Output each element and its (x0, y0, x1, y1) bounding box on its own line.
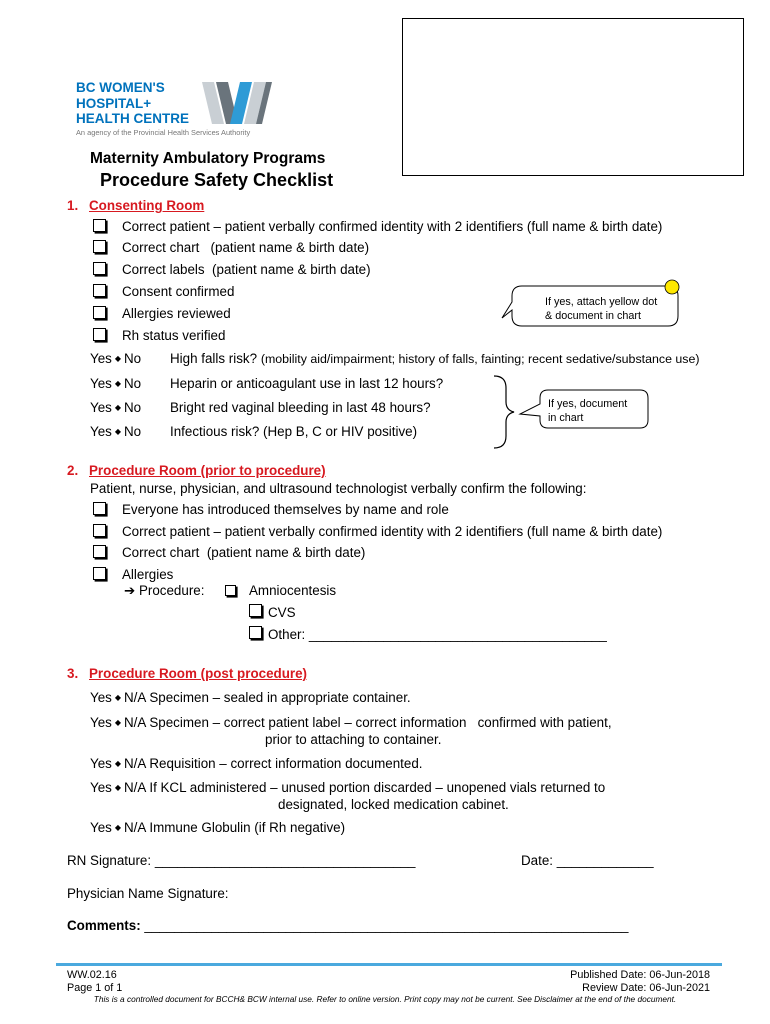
brace-icon (494, 376, 514, 448)
page-title: Procedure Safety Checklist (100, 170, 334, 190)
allergy-callout-line-1: If yes, attach yellow dot (545, 296, 658, 308)
checkbox-correct-patient-2[interactable] (93, 524, 106, 537)
section-2-heading (67, 463, 326, 478)
question-bleeding: Bright red vaginal bleeding in last 48 hours? (170, 400, 431, 415)
logo-agency-text: An agency of the Provincial Health Services Authority (76, 128, 251, 137)
checkbox-other[interactable] (249, 626, 262, 639)
section-3-number: 3. (67, 666, 79, 681)
footer-divider (56, 963, 722, 966)
item-correct-chart: Correct chart (patient name & birth date) (122, 240, 370, 255)
checkbox-rh-status[interactable] (93, 328, 106, 341)
post-item-specimen-sealed (90, 690, 411, 705)
logo-line-1: BC WOMEN'S (76, 80, 165, 95)
yes-option[interactable]: Yes (90, 351, 112, 366)
checkbox-allergies-2[interactable] (93, 567, 106, 580)
section-1-heading (67, 198, 204, 213)
post-item-kcl-cont: designated, locked medication cabinet. (278, 797, 509, 812)
post-item-kcl (90, 780, 605, 795)
procedure-amniocentesis: Amniocentesis (249, 583, 337, 598)
yes-option[interactable]: Yes (90, 756, 112, 771)
checkbox-allergies-reviewed[interactable] (93, 306, 106, 319)
no-option[interactable]: No (124, 424, 142, 439)
checkbox-correct-patient[interactable] (93, 219, 106, 232)
post-item-text: Specimen – correct patient label – correct information confirmed with patient, (149, 715, 612, 730)
yesno-infectious (90, 424, 141, 439)
procedure-other: Other: ________________________________________ (268, 627, 607, 642)
checkbox-consent-confirmed[interactable] (93, 284, 106, 297)
comments-label: Comments: (67, 918, 141, 933)
diamond-icon: ◆ (114, 693, 122, 702)
checkbox-correct-labels[interactable] (93, 262, 106, 275)
diamond-icon: ◆ (114, 354, 122, 363)
page-subtitle: Maternity Ambulatory Programs (90, 150, 326, 167)
yes-option[interactable]: Yes (90, 424, 112, 439)
yes-option[interactable]: Yes (90, 715, 112, 730)
item-rh-status: Rh status verified (122, 328, 226, 343)
section-2-intro: Patient, nurse, physician, and ultrasound technologist verbally confirm the following: (90, 481, 587, 496)
yesno-heparin (90, 376, 141, 391)
document-callout-text (548, 398, 627, 425)
checkbox-cvs[interactable] (249, 604, 262, 617)
allergy-callout-line-2: & document in chart (545, 309, 642, 322)
post-item-text: Requisition – correct information documented. (149, 756, 423, 771)
item-consent-confirmed: Consent confirmed (122, 284, 235, 299)
question-falls-risk-detail: (mobility aid/impairment; history of falls, fainting; recent sedative/substance use) (260, 352, 700, 366)
checkbox-amniocentesis[interactable] (225, 585, 236, 596)
footer-disclaimer: This is a controlled document for BCCH& BCW internal use. Refer to online version. Print copy may not be current. See Disclaimer at the end of the document. (93, 994, 677, 1004)
post-item-text: If KCL administered – unused portion discarded – unopened vials returned to (149, 780, 606, 795)
yes-option[interactable]: Yes (90, 400, 112, 415)
checkbox-introductions[interactable] (93, 502, 106, 515)
diamond-icon: ◆ (114, 783, 122, 792)
no-option[interactable]: No (124, 376, 142, 391)
logo-line-2: HOSPITAL+ (76, 95, 152, 111)
diamond-icon: ◆ (114, 718, 122, 727)
physician-signature-label: Physician Name Signature: (67, 886, 229, 901)
item-correct-patient: Correct patient – patient verbally confirmed identity with 2 identifiers (full name & birth date) (122, 219, 663, 234)
yes-option[interactable]: Yes (90, 820, 112, 835)
post-item-specimen-label (90, 715, 612, 730)
item-correct-patient-2: Correct patient – patient verbally confirmed identity with 2 identifiers (full name & birth date) (122, 524, 663, 539)
bcw-w-logo-icon (200, 80, 274, 126)
yes-option[interactable]: Yes (90, 780, 112, 795)
allergy-callout-text (545, 296, 657, 323)
section-1-title: Consenting Room (89, 198, 205, 213)
rn-signature-field[interactable]: RN Signature: ___________________________________ (67, 853, 416, 868)
no-option[interactable]: No (124, 351, 142, 366)
logo-wordmark (76, 80, 189, 127)
comments-field[interactable]: _________________________________________________________________ (144, 918, 629, 933)
yes-option[interactable]: Yes (90, 690, 112, 705)
diamond-icon: ◆ (114, 823, 122, 832)
checkbox-correct-chart[interactable] (93, 240, 106, 253)
post-item-requisition (90, 756, 423, 771)
question-infectious: Infectious risk? (Hep B, C or HIV positive) (170, 424, 418, 439)
diamond-icon: ◆ (114, 759, 122, 768)
document-callout-line-1: If yes, document (548, 398, 628, 410)
section-2-title: Procedure Room (prior to procedure) (89, 463, 326, 478)
diamond-icon: ◆ (114, 379, 122, 388)
post-item-text: Immune Globulin (if Rh negative) (149, 820, 346, 835)
na-option[interactable]: N/A (124, 690, 146, 705)
footer-doc-id: WW.02.16 (67, 969, 117, 981)
item-allergies-reviewed: Allergies reviewed (122, 306, 231, 321)
na-option[interactable]: N/A (124, 820, 146, 835)
section-2-number: 2. (67, 463, 79, 478)
footer-published-date: Published Date: 06-Jun-2018 (570, 969, 710, 981)
post-item-specimen-label-cont: prior to attaching to container. (265, 732, 442, 747)
document-callout-line-2: in chart (548, 411, 584, 424)
footer-page: Page 1 of 1 (67, 982, 123, 994)
section-3-heading (67, 666, 307, 681)
diamond-icon: ◆ (114, 427, 122, 436)
diamond-icon: ◆ (114, 403, 122, 412)
item-correct-chart-2: Correct chart (patient name & birth date) (122, 545, 366, 560)
na-option[interactable]: N/A (124, 756, 146, 771)
na-option[interactable]: N/A (124, 780, 146, 795)
item-allergies-2: Allergies (122, 567, 174, 582)
section-1-number: 1. (67, 198, 79, 213)
yes-option[interactable]: Yes (90, 376, 112, 391)
yesno-bleeding (90, 400, 141, 415)
patient-label-box (402, 18, 744, 176)
post-item-immune-globulin (90, 820, 345, 835)
date-field[interactable]: Date: _____________ (521, 853, 654, 868)
yesno-falls-risk (90, 351, 141, 366)
logo-line-3: HEALTH CENTRE (76, 111, 189, 126)
procedure-cvs: CVS (268, 605, 296, 620)
item-introductions: Everyone has introduced themselves by name and role (122, 502, 449, 517)
procedure-label: ➔ Procedure: (124, 583, 205, 598)
question-falls-risk (170, 351, 700, 366)
no-option[interactable]: No (124, 400, 142, 415)
question-heparin: Heparin or anticoagulant use in last 12 hours? (170, 376, 444, 391)
section-3-title: Procedure Room (post procedure) (89, 666, 307, 681)
post-item-text: Specimen – sealed in appropriate container. (149, 690, 411, 705)
yellow-dot-icon (665, 280, 679, 294)
question-falls-risk-text: High falls risk? (170, 351, 258, 366)
na-option[interactable]: N/A (124, 715, 146, 730)
checkbox-correct-chart-2[interactable] (93, 545, 106, 558)
item-correct-labels: Correct labels (patient name & birth date) (122, 262, 371, 277)
comments-row (67, 918, 628, 933)
footer-review-date: Review Date: 06-Jun-2021 (582, 982, 710, 994)
